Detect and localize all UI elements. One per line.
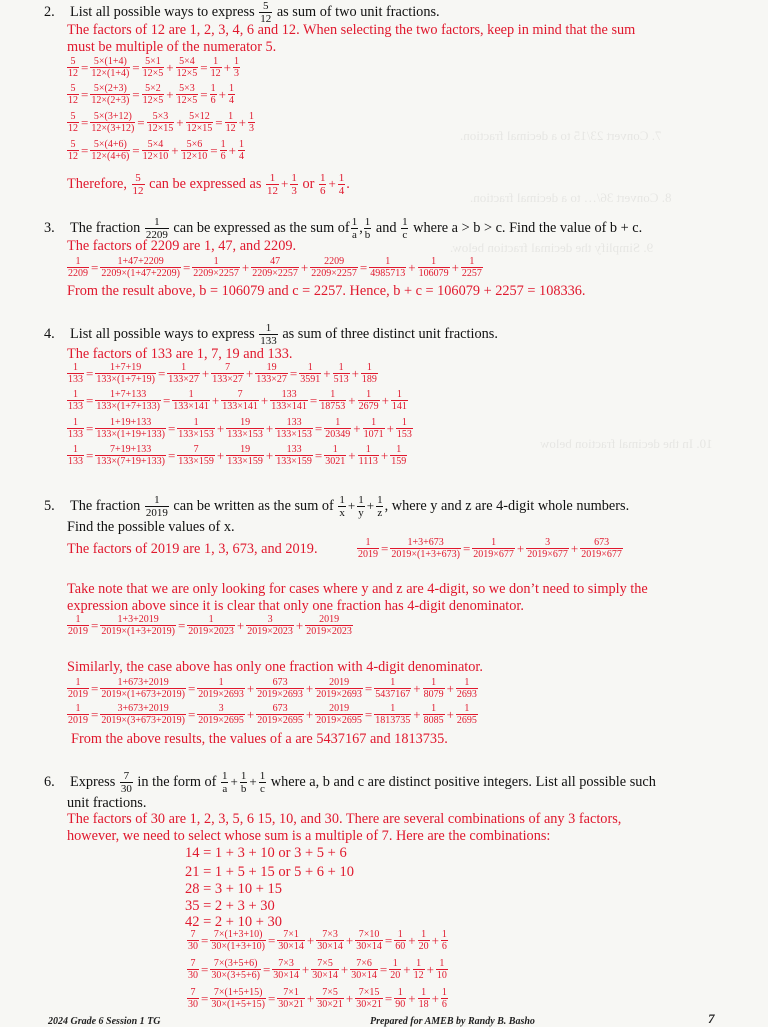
fraction: $\frac{1}{133\times 153}$ <box>178 417 214 440</box>
plus-sign: + <box>245 365 254 381</box>
fraction: $\frac{1}{18}$ <box>418 987 429 1010</box>
plus-sign: + <box>403 961 411 977</box>
equals-sign: = <box>201 932 209 948</box>
equals-sign: = <box>132 86 140 102</box>
bleed-through-text: 9. Simplify the decimal fraction below. <box>450 240 654 255</box>
fraction: $\frac{1}{8079}$ <box>423 677 444 700</box>
fraction: $\frac{3+673+2019}{2019\times(3+673+2019)}$ <box>101 703 185 726</box>
equals-sign: = <box>379 961 388 977</box>
equals-sign: = <box>81 86 89 102</box>
plus-sign: + <box>451 259 459 275</box>
fraction: $\frac{1}{2209\times 2257}$ <box>193 256 239 279</box>
plus-sign: + <box>228 142 236 158</box>
equation-row <box>186 987 449 1010</box>
equals-sign: = <box>215 114 223 130</box>
equals-sign: = <box>262 961 271 977</box>
equals-sign: = <box>157 365 166 381</box>
fraction: $\frac{5}{12}$ <box>68 83 78 106</box>
fraction: $\frac{1}{2019\times 677}$ <box>473 537 514 560</box>
fraction: $\frac{1}{3591}$ <box>300 362 321 385</box>
combination: 14 = 1 + 3 + 10 or 3 + 5 + 6 <box>185 845 347 861</box>
fraction: $\frac{1}{20349}$ <box>325 417 351 440</box>
q5-question: 5. The fraction $\frac{1}{2019}$ can be written as the sum of $\frac{1}{x}$ + $\frac{1}{y}$ + $\frac{1}{z}$ , where y and z are 4-digit whole numbers. <box>44 494 630 519</box>
equals-sign: = <box>177 617 186 633</box>
plus-sign: + <box>305 680 314 696</box>
equals-sign: = <box>210 142 218 158</box>
fraction: $\frac{5\times 4}{12\times 5}$ <box>176 56 198 79</box>
fraction: $\frac{1}{133}$ <box>68 362 83 385</box>
fraction: $\frac{1}{6}$ <box>441 929 447 952</box>
q2-question: 2. List all possible ways to express $\frac{5}{12}$ as sum of two unit fractions. <box>44 0 440 25</box>
equals-sign: = <box>86 447 94 463</box>
fraction: $\frac{7\times 5}{30\times 14}$ <box>312 958 338 981</box>
plus-sign: + <box>340 961 349 977</box>
equals-sign: = <box>314 420 323 436</box>
plus-sign: + <box>413 680 421 696</box>
equals-sign: = <box>81 114 89 130</box>
plus-sign: + <box>260 392 269 408</box>
plus-sign: + <box>216 447 225 463</box>
equals-sign: = <box>86 392 94 408</box>
plus-sign: + <box>306 932 315 948</box>
fraction: $\frac{3}{2019\times 2023}$ <box>247 614 293 637</box>
plus-sign: + <box>431 932 439 948</box>
fraction: $\frac{2019}{2019\times 2693}$ <box>316 677 362 700</box>
equals-sign: = <box>91 680 99 696</box>
combination: 28 = 3 + 10 + 15 <box>185 881 283 897</box>
fraction: $\frac{1}{1813735}$ <box>375 703 411 726</box>
fraction: $\frac{1}{513}$ <box>333 362 349 385</box>
plus-sign: + <box>380 447 389 463</box>
plus-sign: + <box>345 932 354 948</box>
equals-sign: = <box>81 142 89 158</box>
equals-sign: = <box>187 706 196 722</box>
fraction: $\frac{1}{6}$ <box>220 139 226 162</box>
fraction: $\frac{1}{60}$ <box>395 929 406 952</box>
fraction: $\frac{19}{133\times 159}$ <box>227 444 263 467</box>
fraction: $\frac{1}{12}$ <box>413 958 424 981</box>
equals-sign: = <box>201 990 209 1006</box>
fraction: $\frac{7}{30}$ <box>188 929 198 952</box>
plus-sign: + <box>353 420 361 436</box>
fraction: $\frac{1}{2019\times 2693}$ <box>198 677 244 700</box>
q3-question: 3. The fraction $\frac{1}{2209}$ can be expressed as the sum of $\frac{1}{a}$ , $\frac{1}{b}$ and $\frac{1}{c}$ where a > b > c. Find the value of b + c. <box>44 216 643 241</box>
plus-sign: + <box>348 392 356 408</box>
q3-answer-line2: From the result above, b = 106079 and c = 2257. Hence, b + c = 106079 + 2257 = 108336. <box>67 283 586 299</box>
fraction: $\frac{47}{2209\times 2257}$ <box>252 256 298 279</box>
equals-sign: = <box>384 990 393 1006</box>
fraction: $\frac{7}{30}$ <box>188 987 198 1010</box>
plus-sign: + <box>176 114 184 130</box>
combination: 35 = 2 + 3 + 30 <box>185 898 275 914</box>
plus-sign: + <box>171 142 179 158</box>
fraction: $\frac{1}{141}$ <box>391 389 407 412</box>
fraction: $\frac{3}{2019\times 2695}$ <box>198 703 244 726</box>
fraction: $\frac{1}{2695}$ <box>456 703 477 726</box>
fraction: $\frac{1}{3}$ <box>233 56 239 79</box>
fraction: $\frac{2019}{2019\times 2023}$ <box>306 614 352 637</box>
fraction: $\frac{1}{2209}$ <box>68 256 88 279</box>
page-number: 7 <box>708 1011 715 1026</box>
fraction: $\frac{133}{133\times 159}$ <box>276 444 312 467</box>
fraction: $\frac{19}{133\times 153}$ <box>227 417 263 440</box>
equals-sign: = <box>201 961 209 977</box>
equation-row <box>66 256 484 279</box>
fraction: $\frac{7+19+133}{133\times(7+19+133)}$ <box>96 444 165 467</box>
bleed-through-text: 10. In the decimal fraction below <box>540 436 713 451</box>
fraction: $\frac{1}{2019}$ <box>68 677 88 700</box>
fraction: $\frac{5\times(3+12)}{12\times(3+12)}$ <box>91 111 135 134</box>
fraction: $\frac{5\times 1}{12\times 5}$ <box>142 56 164 79</box>
fraction: $\frac{673}{2019\times 2695}$ <box>257 703 303 726</box>
fraction: $\frac{1+7+133}{133\times(1+7+133)}$ <box>96 389 160 412</box>
equals-sign: = <box>86 420 94 436</box>
plus-sign: + <box>446 706 454 722</box>
equals-sign: = <box>381 540 389 556</box>
fraction: $\frac{1}{2019\times 2023}$ <box>188 614 234 637</box>
fraction: $\frac{1+47+2209}{2209\times(1+47+2209)}$ <box>101 256 180 279</box>
fraction: $\frac{133}{133\times 141}$ <box>271 389 307 412</box>
fraction: $\frac{5\times(1+4)}{12\times(1+4)}$ <box>91 56 130 79</box>
equals-sign: = <box>167 420 176 436</box>
plus-sign: + <box>241 259 250 275</box>
footer-left: 2024 Grade 6 Session 1 TG <box>48 1016 161 1027</box>
plus-sign: + <box>236 617 245 633</box>
q5-note-line2: expression above since it is clear that only one fraction has 4-digit denominator. <box>67 598 524 614</box>
bleed-through-text: 7. Convert 23/15 to a decimal fraction. <box>460 128 662 143</box>
plus-sign: + <box>246 680 255 696</box>
fraction: $\frac{7\times 1}{30\times 14}$ <box>278 929 304 952</box>
equals-sign: = <box>132 142 140 158</box>
fraction: $\frac{1}{4985713}$ <box>370 256 406 279</box>
q2-answer-line1: The factors of 12 are 1, 2, 3, 4, 6 and 12. When selecting the two factors, keep in mind that the sum <box>67 22 636 38</box>
plus-sign: + <box>223 59 231 75</box>
equals-sign: = <box>187 680 196 696</box>
equals-sign: = <box>289 365 298 381</box>
equals-sign: = <box>167 447 176 463</box>
fraction: $\frac{7}{30}$ <box>188 958 198 981</box>
plus-sign: + <box>431 990 439 1006</box>
plus-sign: + <box>218 86 226 102</box>
fraction: $\frac{1}{5437167}$ <box>375 677 411 700</box>
equation-row <box>66 444 408 467</box>
q6-answer-line2: however, we need to select whose sum is a multiple of 7. Here are the combinations: <box>67 828 551 844</box>
q5-question-line2: Find the possible values of x. <box>67 519 235 535</box>
equals-sign: = <box>267 932 276 948</box>
fraction: $\frac{5}{12}$ <box>68 111 78 134</box>
bleed-through-text: 8. Convert 36/… to a decimal fraction. <box>470 190 672 205</box>
equals-sign: = <box>86 365 94 381</box>
fraction: $\frac{5\times 3}{12\times 15}$ <box>147 111 174 134</box>
plus-sign: + <box>348 447 356 463</box>
equals-sign: = <box>91 617 99 633</box>
fraction: $\frac{1}{2019}$ <box>68 614 88 637</box>
q6-answer-line1: The factors of 30 are 1, 2, 3, 5, 6 15, 10, and 30. There are several combinations of any 3 factors, <box>67 811 622 827</box>
plus-sign: + <box>295 617 304 633</box>
equals-sign: = <box>314 447 323 463</box>
equals-sign: = <box>364 680 373 696</box>
combination: 42 = 2 + 10 + 30 <box>185 914 283 930</box>
equation-row <box>186 929 449 952</box>
fraction: $\frac{1}{6}$ <box>441 987 447 1010</box>
fraction: $\frac{7\times(1+5+15)}{30\times(1+5+15)}$ <box>211 987 265 1010</box>
equals-sign: = <box>364 706 373 722</box>
fraction: $\frac{1}{133\times 141}$ <box>173 389 209 412</box>
fraction: $\frac{1}{1071}$ <box>363 417 384 440</box>
plus-sign: + <box>413 706 421 722</box>
plus-sign: + <box>426 961 434 977</box>
q2-conclusion: Therefore, $\frac{5}{12}$ can be expressed as $\frac{1}{12}$ + $\frac{1}{3}$ or $\frac{1}{6}$ + $\frac{1}{4}$ . <box>67 172 350 197</box>
fraction: $\frac{1}{4}$ <box>228 83 234 106</box>
plus-sign: + <box>301 961 310 977</box>
fraction: $\frac{5}{12}$ <box>68 56 78 79</box>
plus-sign: + <box>408 990 416 1006</box>
fraction: $\frac{1+3+673}{2019\times(1+3+673)}$ <box>391 537 460 560</box>
plus-sign: + <box>216 420 225 436</box>
fraction: $\frac{7\times(1+3+10)}{30\times(1+3+10)}$ <box>211 929 265 952</box>
plus-sign: + <box>323 365 331 381</box>
equals-sign: = <box>200 59 208 75</box>
equation-row <box>66 111 256 134</box>
q5-answer-line1: The factors of 2019 are 1, 3, 673, and 2019. <box>67 541 318 557</box>
fraction: $\frac{1}{2693}$ <box>456 677 477 700</box>
equals-sign: = <box>267 990 276 1006</box>
equation-row <box>356 537 624 560</box>
fraction: $\frac{1}{133\times 27}$ <box>168 362 199 385</box>
plus-sign: + <box>446 680 454 696</box>
equals-sign: = <box>162 392 171 408</box>
fraction: $\frac{1}{133}$ <box>68 417 83 440</box>
fraction: $\frac{7}{133\times 141}$ <box>222 389 258 412</box>
fraction: $\frac{7\times(3+5+6)}{30\times(3+5+6)}$ <box>211 958 260 981</box>
question-number: 2. <box>44 3 55 20</box>
fraction: $\frac{133}{133\times 153}$ <box>276 417 312 440</box>
equals-sign: = <box>91 706 99 722</box>
plus-sign: + <box>386 420 394 436</box>
fraction: $\frac{1+19+133}{133\times(1+19+133)}$ <box>96 417 165 440</box>
fraction: $\frac{5\times(4+6)}{12\times(4+6)}$ <box>91 139 130 162</box>
fraction: $\frac{7\times 3}{30\times 14}$ <box>317 929 343 952</box>
equals-sign: = <box>384 932 393 948</box>
fraction: $\frac{1}{20}$ <box>390 958 401 981</box>
fraction: $\frac{5\times 6}{12\times 10}$ <box>181 139 208 162</box>
q6-question: 6. Express $\frac{7}{30}$ in the form of $\frac{1}{a}$ + $\frac{1}{b}$ + $\frac{1}{c}$ where a, b and c are distinct positive integers. List all possible such <box>44 770 656 795</box>
fraction: $\frac{5\times(2+3)}{12\times(2+3)}$ <box>91 83 130 106</box>
equals-sign: = <box>132 59 140 75</box>
q6-question-line2: unit fractions. <box>67 795 147 811</box>
fraction: $\frac{1}{12}$ <box>210 56 221 79</box>
fraction: $\frac{1}{90}$ <box>395 987 406 1010</box>
fraction: $\frac{7\times 10}{30\times 14}$ <box>356 929 382 952</box>
fraction: $\frac{1}{12}$ <box>225 111 236 134</box>
plus-sign: + <box>246 706 255 722</box>
q5-note-line1: Take note that we are only looking for cases where y and z are 4-digit, so we don’t need to simply the <box>67 581 648 597</box>
fraction: $\frac{673}{2019\times 2693}$ <box>257 677 303 700</box>
plus-sign: + <box>238 114 246 130</box>
plus-sign: + <box>265 447 274 463</box>
fraction: $\frac{1}{159}$ <box>391 444 407 467</box>
fraction: $\frac{1}{1113}$ <box>358 444 378 467</box>
fraction: $\frac{5\times 4}{12\times 10}$ <box>142 139 169 162</box>
q5-similar: Similarly, the case above has only one fraction with 4-digit denominator. <box>67 659 483 675</box>
fraction: $\frac{1}{133}$ <box>68 389 83 412</box>
equals-sign: = <box>137 114 145 130</box>
fraction: $\frac{5}{12}$ <box>68 139 78 162</box>
fraction: $\frac{7}{133\times 27}$ <box>212 362 243 385</box>
fraction: $\frac{2209}{2209\times 2257}$ <box>311 256 357 279</box>
fraction: $\frac{7\times 3}{30\times 14}$ <box>273 958 299 981</box>
equation-row <box>66 56 241 79</box>
plus-sign: + <box>211 392 220 408</box>
fraction: $\frac{3}{2019\times 677}$ <box>527 537 568 560</box>
fraction: $\frac{1}{3021}$ <box>325 444 346 467</box>
q5-result: From the above results, the values of a are 5437167 and 1813735. <box>71 731 448 747</box>
fraction: $\frac{1+673+2019}{2019\times(1+673+2019)}$ <box>101 677 185 700</box>
plus-sign: + <box>381 392 389 408</box>
fraction: $\frac{1}{3}$ <box>248 111 254 134</box>
plus-sign: + <box>408 932 416 948</box>
fraction: $\frac{2019}{2019\times 2695}$ <box>316 703 362 726</box>
plus-sign: + <box>345 990 354 1006</box>
equation-row <box>66 139 246 162</box>
fraction: $\frac{19}{133\times 27}$ <box>256 362 287 385</box>
fraction: $\frac{7\times 15}{30\times 21}$ <box>356 987 382 1010</box>
fraction: $\frac{1}{2019}$ <box>68 703 88 726</box>
plus-sign: + <box>201 365 210 381</box>
equation-row <box>186 958 449 981</box>
plus-sign: + <box>300 259 309 275</box>
equation-row <box>66 362 379 385</box>
equals-sign: = <box>200 86 208 102</box>
fraction: $\frac{5\times 2}{12\times 5}$ <box>142 83 164 106</box>
plus-sign: + <box>570 540 579 556</box>
fraction: $\frac{1+3+2019}{2019\times(1+3+2019)}$ <box>101 614 175 637</box>
fraction: $\frac{5\times 3}{12\times 5}$ <box>176 83 198 106</box>
fraction: $\frac{673}{2019\times 677}$ <box>581 537 622 560</box>
plus-sign: + <box>305 706 314 722</box>
fraction: $\frac{1}{2679}$ <box>358 389 379 412</box>
equation-row <box>66 614 354 637</box>
equation-row <box>66 417 414 440</box>
equals-sign: = <box>182 259 191 275</box>
equals-sign: = <box>309 392 318 408</box>
fraction: $\frac{1}{153}$ <box>396 417 412 440</box>
fraction: $\frac{1}{2019}$ <box>358 537 378 560</box>
fraction: $\frac{5\times 12}{12\times 15}$ <box>186 111 213 134</box>
plus-sign: + <box>166 86 174 102</box>
plus-sign: + <box>166 59 174 75</box>
equals-sign: = <box>359 259 368 275</box>
equals-sign: = <box>81 59 89 75</box>
fraction: $\frac{7\times 6}{30\times 14}$ <box>351 958 377 981</box>
q4-question: 4. List all possible ways to express $\frac{1}{133}$ as sum of three distinct unit fractions. <box>44 322 498 347</box>
footer-center: Prepared for AMEB by Randy B. Basho <box>370 1016 535 1027</box>
fraction: $\frac{1}{8085}$ <box>423 703 444 726</box>
fraction: $\frac{1}{10}$ <box>436 958 447 981</box>
equation-row <box>66 703 479 726</box>
fraction: $\frac{1}{6}$ <box>210 83 216 106</box>
q2-answer-line2: must be multiple of the numerator 5. <box>67 39 277 55</box>
fraction: $\frac{1}{133}$ <box>68 444 83 467</box>
fraction: $\frac{1}{106079}$ <box>418 256 449 279</box>
fraction: $\frac{1+7+19}{133\times(1+7+19)}$ <box>96 362 155 385</box>
equation-row <box>66 677 479 700</box>
fraction: $\frac{1}{18753}$ <box>320 389 346 412</box>
fraction: $\frac{1}{4}$ <box>238 139 244 162</box>
fraction: $\frac{7\times 5}{30\times 21}$ <box>317 987 343 1010</box>
fraction: $\frac{7}{133\times 159}$ <box>178 444 214 467</box>
fraction: $\frac{5}{12}$ <box>260 0 272 25</box>
fraction: $\frac{1}{20}$ <box>418 929 429 952</box>
equation-row <box>66 389 409 412</box>
fraction: $\frac{1}{2257}$ <box>461 256 482 279</box>
equals-sign: = <box>462 540 471 556</box>
q3-answer-line1: The factors of 2209 are 1, 47, and 2209. <box>67 238 297 254</box>
plus-sign: + <box>516 540 525 556</box>
equation-row <box>66 83 236 106</box>
plus-sign: + <box>408 259 416 275</box>
plus-sign: + <box>306 990 315 1006</box>
fraction: $\frac{7\times 1}{30\times 21}$ <box>278 987 304 1010</box>
plus-sign: + <box>351 365 359 381</box>
q4-answer-line1: The factors of 133 are 1, 7, 19 and 133. <box>67 346 293 362</box>
fraction: $\frac{1}{189}$ <box>361 362 377 385</box>
plus-sign: + <box>265 420 274 436</box>
combination: 21 = 1 + 5 + 15 or 5 + 6 + 10 <box>185 864 354 880</box>
equals-sign: = <box>91 259 99 275</box>
